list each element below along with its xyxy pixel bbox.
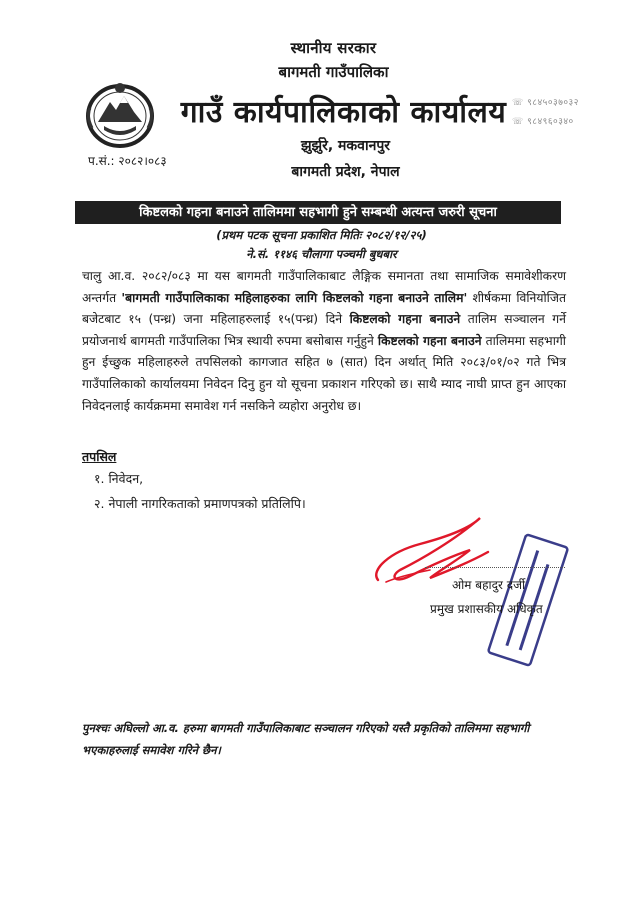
municipality-name: बागमती गाउँपालिका: [278, 63, 389, 81]
phone-number-1: ☏ ९८४५०३७०३२: [512, 98, 579, 108]
address-line-1: झुर्झुरे, मकवानपुर: [300, 138, 391, 154]
body-part-bold: 'बागमती गाउँपालिकाका महिलाहरुका लागि किष्टलको गहना बनाउने तालिम': [121, 290, 468, 305]
list-item: २. नेपाली नागरिकताको प्रमाणपत्रको प्रतिलिपि।: [94, 496, 306, 511]
nepal-sambat-date: ने.सं. ११४६ चौलागा पञ्चमी बुधबार: [246, 247, 397, 261]
first-published-date: (प्रथम पटक सूचना प्रकाशित मितिः २०८२/१२/२५): [216, 228, 427, 242]
postscript-note: पुनश्चः अघिल्लो आ.व. हरुमा बागमती गाउँपालिकाबाट सञ्चालन गरिएको यस्तै प्रकृतिको तालिममा सहभागी भएकाहरुलाई समावेश गरिने छैन।: [82, 721, 530, 757]
body-part: चालु आ.व. २०८२/०८३ मा यस बागमती गाउँपालिकाबाट लैङ्गिक समानता तथा सामाजिक समावेशीकरण अन्तर्गत: [82, 269, 566, 305]
notice-title-banner: किष्टलको गहना बनाउने तालिममा सहभागी हुने सम्बन्धी अत्यन्त जरुरी सूचना: [75, 201, 561, 224]
tapasil-heading: तपसिल: [82, 449, 117, 464]
body-part: तालिममा सहभागी हुन ईच्छुक महिलाहरुले तपसिलको कागजात सहित ७ (सात) दिन अर्थात् मिति २०८३/०१/०२ गते भित्र गाउँपालिकाको कार्यालयमा निवेदन दिनु हुन यो सूचना प्रकाशन गरिएको छ। साथै म्याद नाघी प्राप्त हुन आएका निवेदनलाई कार्यक्रममा समावेश गर्न नसकिने व्यहोरा अनुरोध छ।: [82, 333, 566, 413]
body-part-bold: किष्टलको गहना बनाउने: [377, 333, 482, 348]
phone-number-2: ☏ ९८४९६०३४०: [512, 117, 574, 127]
signer-name: ओम बहादुर दर्जी: [452, 578, 526, 592]
body-part: तालिम सञ्चालन गर्ने प्रयोजनार्थ बागमती गाउँपालिका भित्र स्थायी रुपमा बसोबास गर्नुहुने: [82, 312, 566, 348]
reference-number: प.सं.: २०८२।०८३: [88, 154, 167, 168]
address-line-2: बागमती प्रदेश, नेपाल: [291, 164, 400, 180]
notice-body: [82, 266, 566, 417]
signature-icon: [376, 518, 488, 580]
list-item: १. निवेदन,: [94, 471, 144, 486]
signature-line: [425, 567, 565, 568]
body-part-bold: किष्टलको गहना बनाउने: [349, 312, 461, 327]
office-title: गाउँ कार्यपालिकाको कार्यालय: [180, 95, 507, 130]
signer-designation: प्रमुख प्रशासकीय अधिकृत: [430, 602, 543, 616]
body-part: शीर्षकमा विनियोजित बजेटबाट १५ (पन्ध्र) जना महिलाहरुलाई १५(पन्ध्र) दिने: [82, 290, 567, 327]
government-label: स्थानीय सरकार: [290, 39, 377, 57]
